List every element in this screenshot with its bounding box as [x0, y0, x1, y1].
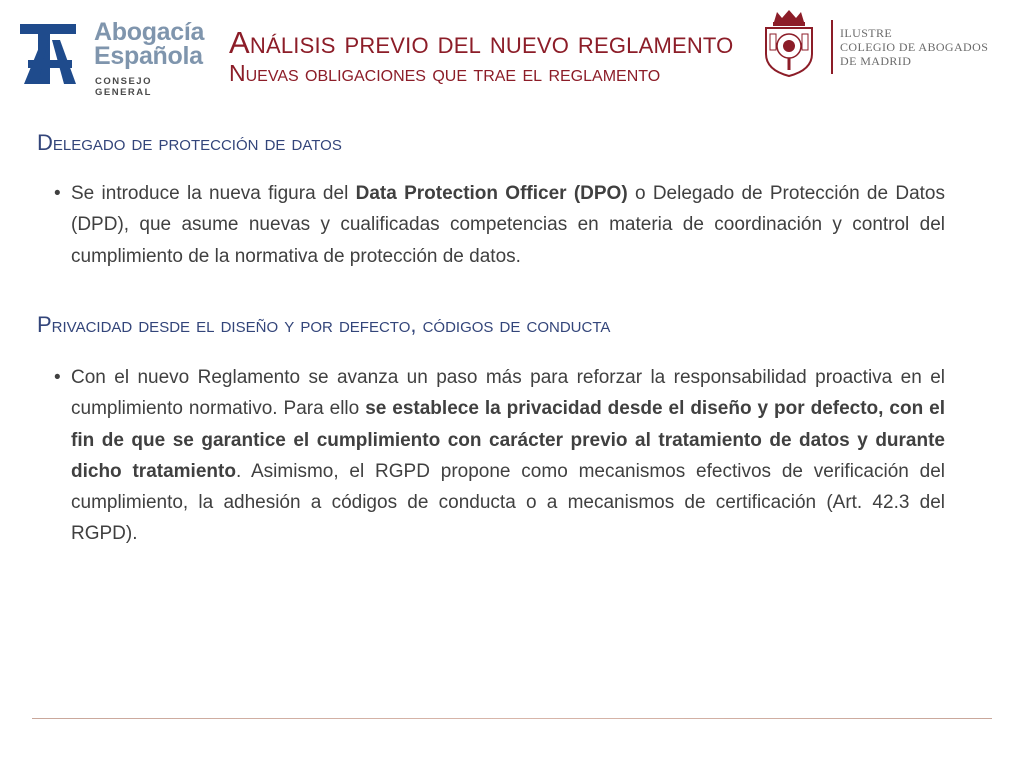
- college-name: [840, 26, 988, 68]
- bullet-dot: •: [54, 367, 61, 388]
- bullet-text-part: Se introduce la nueva figura del: [71, 183, 356, 204]
- title-block: [229, 26, 749, 86]
- college-name-line3: DE MADRID: [840, 54, 912, 68]
- section-heading-dpo: Delegado de protección de datos: [37, 130, 342, 155]
- bullet-text-bold: Data Protection Officer (DPO): [355, 183, 628, 204]
- crest-divider: [831, 20, 833, 74]
- brand-name-line2: Española: [94, 42, 203, 70]
- bullet-dpo: [54, 178, 945, 272]
- crest-icon: [760, 8, 818, 78]
- abogacia-logo-icon: [16, 20, 80, 88]
- page-title: Análisis previo del nuevo reglamento: [229, 25, 734, 60]
- bullet-text-part: o Delegado de Protección de Datos (DPD), que asume nuevas y cualificadas competencias en materia de coordinación y control del cumplimiento de la normativa de protección de datos.: [71, 183, 945, 267]
- bullet-text-part: . Asimismo, el RGPD propone como mecanismos efectivos de verificación del cumplimiento, la adhesión a códigos de conducta o a mecanismos de certificación (Art. 42.3 del RGPD).: [71, 460, 946, 545]
- brand-subtitle: CONSEJO GENERAL: [95, 76, 152, 98]
- page-subtitle: Nuevas obligaciones que trae el reglamento: [229, 60, 661, 86]
- bullet-text-bold: se establece la privacidad desde el diseño y por defecto, con el fin de que se garantice el cumplimiento con carácter previo al tratamiento de datos y durante dicho tratamiento: [71, 398, 945, 482]
- section-heading-privacy: Privacidad desde el diseño y por defecto, códigos de conducta: [37, 312, 611, 337]
- bullet-dot: •: [54, 183, 61, 204]
- bullet-text-part: Con el nuevo Reglamento se avanza un paso más para reforzar la responsabilidad proactiva en el cumplimiento normativo. Para ello: [71, 367, 945, 420]
- college-name-line1: ILUSTRE: [840, 26, 893, 40]
- bullet-text: [71, 362, 945, 550]
- bullet-privacy: [54, 362, 945, 550]
- bullet-text: [71, 178, 945, 272]
- footer-divider: [32, 718, 992, 719]
- brand-name-line1: Abogacía: [94, 18, 205, 46]
- abogacia-logo: [16, 18, 205, 98]
- college-name-line2: COLEGIO DE ABOGADOS: [840, 40, 989, 54]
